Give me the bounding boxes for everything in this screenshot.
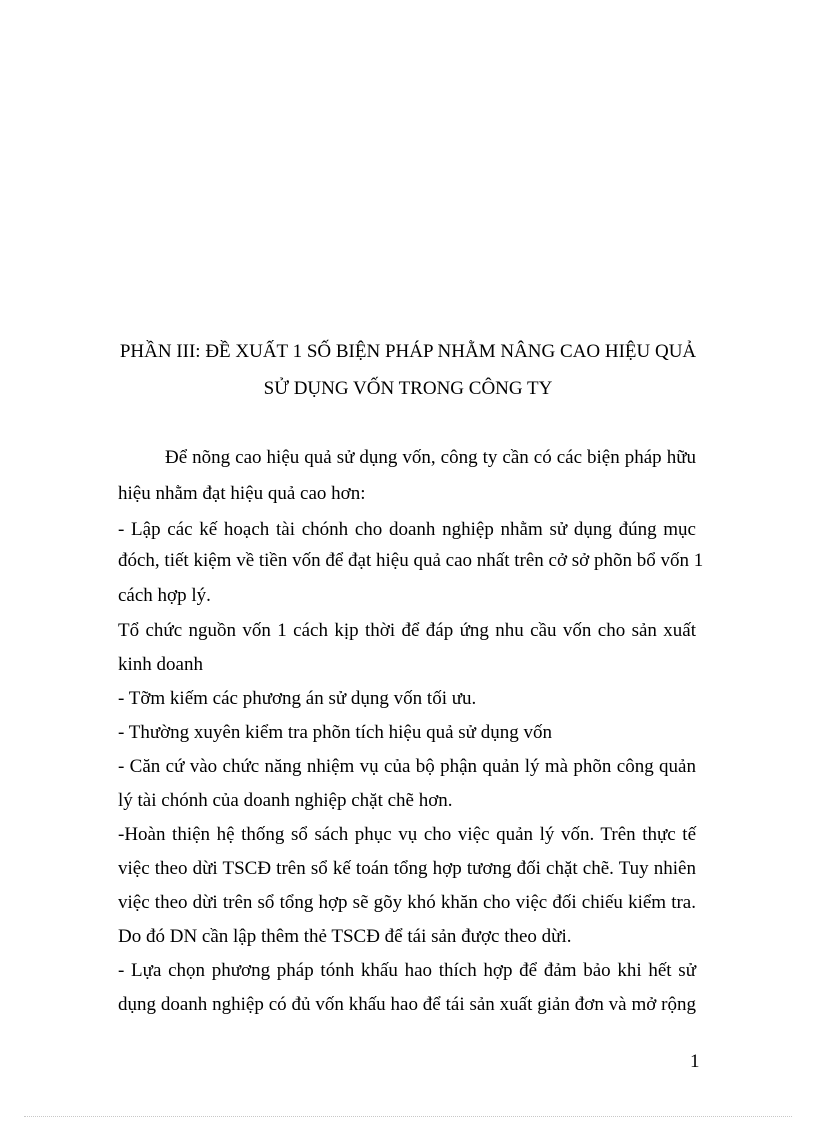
page-number: 1 — [690, 1051, 700, 1072]
page-bottom-divider — [24, 1116, 792, 1117]
paragraph-line: việc theo dừi TSCĐ trên sổ kế toán tổng hợp tương đối chặt chẽ. Tuy nhiên — [118, 858, 696, 879]
paragraph-line: dụng doanh nghiệp có đủ vốn khấu hao để tái sản xuất giản đơn và mở rộng — [118, 994, 696, 1015]
paragraph-line: kinh doanh — [118, 654, 203, 675]
paragraph-line: lý tài chónh của doanh nghiệp chặt chẽ hơn. — [118, 790, 453, 811]
paragraph-line: - Lựa chọn phương pháp tónh khấu hao thích hợp để đảm bảo khi hết sử — [118, 960, 696, 981]
paragraph-line: Do đó DN cần lập thêm thẻ TSCĐ để tái sản được theo dừi. — [118, 926, 572, 947]
paragraph-line: - Căn cứ vào chức năng nhiệm vụ của bộ phận quản lý mà phõn công quản — [118, 756, 696, 777]
paragraph-line: - Tỡm kiếm các phương án sử dụng vốn tối ưu. — [118, 688, 477, 709]
paragraph-line: -Hoàn thiện hệ thống sổ sách phục vụ cho việc quản lý vốn. Trên thực tế — [118, 824, 696, 845]
paragraph-line: - Lập các kế hoạch tài chónh cho doanh nghiệp nhằm sử dụng đúng mục — [118, 519, 696, 540]
paragraph-line: - Thường xuyên kiểm tra phõn tích hiệu quả sử dụng vốn — [118, 722, 552, 743]
paragraph-line: Để nõng cao hiệu quả sử dụng vốn, công ty cần có các biện pháp hữu — [165, 447, 696, 468]
paragraph-line: hiệu nhằm đạt hiệu quả cao hơn: — [118, 483, 366, 504]
section-heading-line-2: SỬ DỤNG VỐN TRONG CÔNG TY — [263, 378, 553, 399]
paragraph-line: việc theo dừi trên sổ tổng hợp sẽ gõy khó khăn cho việc đối chiếu kiểm tra. — [118, 892, 696, 913]
paragraph-line: Tổ chức nguồn vốn 1 cách kịp thời để đáp ứng nhu cầu vốn cho sản xuất — [118, 620, 696, 641]
section-heading-line-1: PHẦN III: ĐỀ XUẤT 1 SỐ BIỆN PHÁP NHẰM NÂNG CAO HIỆU QUẢ — [119, 341, 697, 362]
paragraph-line: cách hợp lý. — [118, 585, 211, 606]
paragraph-line: đóch, tiết kiệm về tiền vốn để đạt hiệu quả cao nhất trên cở sở phõn bổ vốn 1 — [118, 550, 704, 571]
